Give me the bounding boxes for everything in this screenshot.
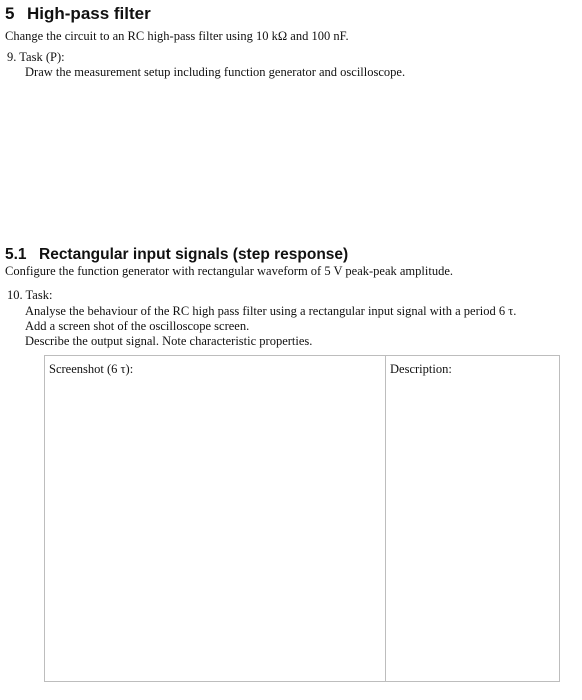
description-label: Description: xyxy=(390,362,452,376)
subsection-intro: Configure the function generator with rectangular waveform of 5 V peak-peak amplitude. xyxy=(5,264,453,278)
task-10-line-2: Add a screen shot of the oscilloscope screen. xyxy=(25,319,250,333)
screenshot-label: Screenshot (6 τ): xyxy=(49,362,134,376)
section-heading-high-pass-filter xyxy=(5,3,151,25)
answer-table xyxy=(44,355,560,682)
section-intro: Change the circuit to an RC high-pass filter using 10 kΩ and 100 nF. xyxy=(5,29,349,43)
section-number: 5 xyxy=(5,4,15,23)
screenshot-cell[interactable] xyxy=(45,356,386,681)
description-cell[interactable] xyxy=(386,356,559,681)
task-9-label: 9. Task (P): xyxy=(7,50,65,64)
task-10-line-1: Analyse the behaviour of the RC high pass filter using a rectangular input signal with a period 6 τ. xyxy=(25,304,517,318)
subsection-number: 5.1 xyxy=(5,246,27,263)
task-10-line-3: Describe the output signal. Note characteristic properties. xyxy=(25,334,313,348)
task-10-label: 10. Task: xyxy=(7,288,53,302)
subsection-title: Rectangular input signals (step response) xyxy=(39,246,349,263)
subsection-heading-rectangular-input xyxy=(5,245,348,265)
task-9-text: Draw the measurement setup including function generator and oscilloscope. xyxy=(25,65,406,79)
section-title: High-pass filter xyxy=(27,4,151,23)
